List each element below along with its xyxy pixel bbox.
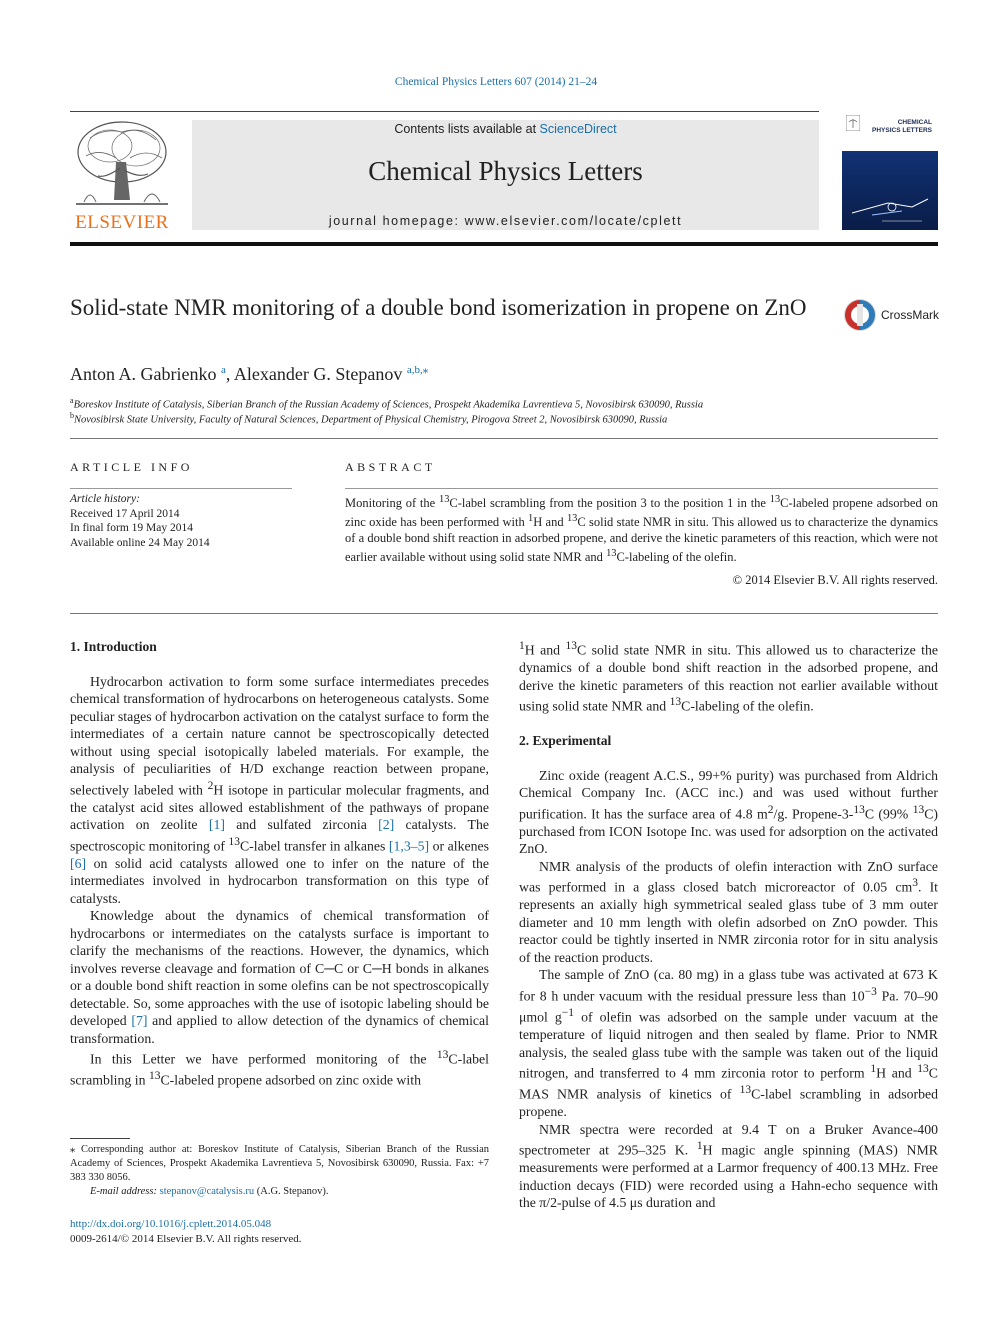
affiliation-rule [70, 438, 938, 439]
abstract-rule [345, 488, 938, 489]
author-separator: , [225, 364, 234, 384]
history-online: Available online 24 May 2014 [70, 536, 210, 549]
email-label: E-mail address: [90, 1186, 160, 1197]
footnote-text: Corresponding author at: Boreskov Institute of Catalysis, Siberian Branch of the Russian Academy of Sciences, Prospekt Akademika Lavrentieva 5, Novosibirsk 630090, Russia. Fax: +7 383 330 8056. [70, 1144, 489, 1183]
journal-reference[interactable]: Chemical Physics Letters 607 (2014) 21–24 [394, 76, 598, 88]
email-suffix: (A.G. Stepanov). [254, 1186, 329, 1197]
header-rule [70, 111, 819, 112]
author-affiliation-mark[interactable]: a,b,⁎ [406, 364, 429, 376]
article-history [70, 492, 210, 550]
left-column [70, 638, 489, 1089]
cover-title: CHEMICAL PHYSICS LETTERS [872, 119, 932, 134]
journal-title: Chemical Physics Letters [368, 156, 643, 186]
reference-link[interactable]: [6] [70, 855, 87, 871]
crossmark-badge[interactable] [843, 298, 943, 332]
right-column [519, 638, 938, 1212]
crossmark-icon [843, 298, 877, 332]
issn-copyright: 0009-2614/© 2014 Elsevier B.V. All rights reserved. [70, 1233, 302, 1245]
elsevier-logo[interactable] [70, 118, 174, 234]
affiliation-text: Novosibirsk State University, Faculty of Natural Sciences, Department of Physical Chemistry, Pirogova Street 2, Novosibirsk 630090, Russia [74, 414, 668, 426]
reference-link[interactable]: [7] [131, 1013, 148, 1029]
article-title: Solid-state NMR monitoring of a double bond isomerization in propene on ZnO [70, 295, 807, 320]
author-affiliation-mark[interactable]: a [220, 364, 226, 376]
footer [70, 1217, 302, 1247]
abstract-heading: ABSTRACT [345, 460, 436, 474]
author-list [70, 363, 428, 385]
author-name[interactable]: Alexander G. Stepanov [233, 364, 403, 384]
paragraph: NMR spectra were recorded at 9.4 T on a Bruker Avance-400 spectrometer at 295–325 K. $^1$H magic angle spinning (MAS) NMR measurements were performed at a Larmor frequency of 400.13 MHz. Free induction decays (FID) were recorded using a Hahn-echo sequence with the π/2-pulse of 4.5 μs duration and [519, 1121, 938, 1211]
journal-homepage[interactable]: journal homepage: www.elsevier.com/locate/cplett [328, 214, 683, 228]
reference-link[interactable]: [2] [378, 817, 395, 833]
history-revised: In final form 19 May 2014 [70, 522, 193, 534]
paragraph: Hydrocarbon activation to form some surface intermediates precedes chemical transformation of hydrocarbons on heterogeneous catalysts. Some peculiar stages of hydrocarbon activation on the catalyst surface to form the intermediates of a certain nature cannot be spectroscopically detected without using special isotopically labeled materials. For example, the analysis of peculiarities of H/D exchange reaction between propane, selectively labeled with $^2$H isotope in particular molecular fragments, and the catalyst acid sites allowed establishment of the pathways of propane activation on zeolite [1] and sulfated zirconia [2] catalysts. The spectroscopic monitoring of $^{13}$C-label transfer in alkanes [1,3–5] or alkenes [6] on solid acid catalysts allowed one to infer on the nature of the intermediates involved in hydrocarbon transformation on this type of catalysts. [70, 673, 490, 906]
sciencedirect-link[interactable]: ScienceDirect [539, 122, 617, 136]
affiliation-mark: b [70, 411, 74, 420]
crossmark-label: CrossMark [881, 308, 940, 322]
email-link[interactable]: stepanov@catalysis.ru [159, 1186, 255, 1197]
abstract-text: Monitoring of the $^{13}$C-label scrambling from the position 3 to the position 1 in the $^{13}$C-labeled propene adsorbed on zinc oxide has been performed with $^1$H and $^{13}$C solid state NMR in situ. This allowed us to characterize the dynamics of a double bond shift reaction in adsorbed propene, and derive the kinetic parameters of this reaction, which were not earlier available without using solid state NMR and $^{13}$C-labeling of the olefin. [345, 494, 938, 565]
affiliation-b [70, 411, 667, 426]
article-info-rule [70, 488, 292, 489]
affiliation-mark: a [70, 396, 74, 405]
header-thick-rule [70, 242, 938, 246]
cover-elsevier-tree-icon [846, 115, 860, 131]
contents-line [192, 122, 819, 136]
journal-banner [192, 120, 819, 230]
corresponding-author-footnote [70, 1143, 489, 1199]
author-name[interactable]: Anton A. Gabrienko [70, 364, 217, 384]
paragraph: The sample of ZnO (ca. 80 mg) in a glass tube was activated at 673 K for 8 h under vacuum with the residual pressure less than $10^{-3}$ Pa. 70–90 μmol $g^{-1}$ of olefin was adsorbed on the sample under vacuum at the temperature of liquid nitrogen and then sealed by flame. Prior to NMR analysis, the sealed glass tube with the sample was taken out of the liquid nitrogen, and transferred to 4 mm zirconia rotor to perform $^1$H and $^{13}$C MAS NMR analysis of kinetics of $^{13}$C-label scrambling in adsorbed propene. [519, 967, 938, 1120]
abstract-bottom-rule [70, 613, 938, 614]
article-info-heading: ARTICLE INFO [70, 460, 193, 474]
abstract-copyright: © 2014 Elsevier B.V. All rights reserved. [732, 573, 938, 587]
tree-logo-icon [70, 118, 174, 214]
paragraph: In this Letter we have performed monitoring of the $^{13}$C-label scrambling in $^{13}$C-labeled propene adsorbed on zinc oxide with [70, 1049, 489, 1088]
footnote-rule [70, 1138, 130, 1139]
contents-prefix: Contents lists available at [394, 122, 540, 136]
history-label: Article history: [70, 493, 140, 505]
paragraph: Zinc oxide (reagent A.C.S., 99+% purity) was purchased from Aldrich Chemical Company Inc. (ACC inc.) and was used without further purification. It has the surface area of 4.8 $m^2/g$. Propene-3-$^{13}$C (99% $^{13}$C) purchased from ICON Isotope Inc. was used for adsorption on the activated ZnO. [519, 767, 938, 857]
paragraph: NMR analysis of the products of olefin interaction with ZnO surface was performed in a glass closed batch microreactor of 0.05 $cm^3$. It represents an axially high symmetrical sealed glass tube of 3 mm outer diameter and 10 mm length with olefin adsorbed on ZnO powder. This reactor could be tightly inserted in NMR zirconia rotor for in situ analysis of the reaction products. [519, 858, 939, 965]
elsevier-wordmark: ELSEVIER [75, 212, 169, 233]
section-heading-introduction: 1. Introduction [70, 639, 157, 654]
doi-link[interactable]: http://dx.doi.org/10.1016/j.cplett.2014.05.048 [70, 1218, 272, 1230]
affiliation-text: Boreskov Institute of Catalysis, Siberian Branch of the Russian Academy of Sciences, Prospekt Akademika Lavrentieva 5, Novosibirsk 630090, Russia [73, 399, 704, 411]
affiliation-a [70, 396, 703, 411]
reference-link[interactable]: [1] [208, 817, 225, 833]
cover-art-icon [842, 155, 938, 230]
section-heading-experimental: 2. Experimental [519, 733, 612, 749]
reference-link[interactable]: [1,3–5] [388, 838, 430, 854]
history-received: Received 17 April 2014 [70, 507, 180, 520]
footnote-star: ⁎ [70, 1144, 76, 1155]
paragraph: $^1$H and $^{13}$C solid state NMR in situ. This allowed us to characterize the dynamics of a double bond shift reaction in the adsorbed propene, and derive the kinetic parameters of this reaction not earlier available without using solid state NMR and $^{13}$C-labeling of the olefin. [519, 640, 938, 714]
paragraph: Knowledge about the dynamics of chemical transformation of hydrocarbons or intermediates on the catalysts surface is important to clarify the mechanisms of the reactions. However, the dynamics, which involves reverse cleavage and formation of C─C or C─H bonds in alkanes or a double bond shift reaction in some olefins can be not spectroscopically detectable. So, some approaches with the use of isotopic labeling should be developed [7] and applied to allow detection of the dynamics of chemical transformation. [70, 908, 489, 1046]
journal-cover-thumbnail[interactable] [842, 111, 938, 230]
